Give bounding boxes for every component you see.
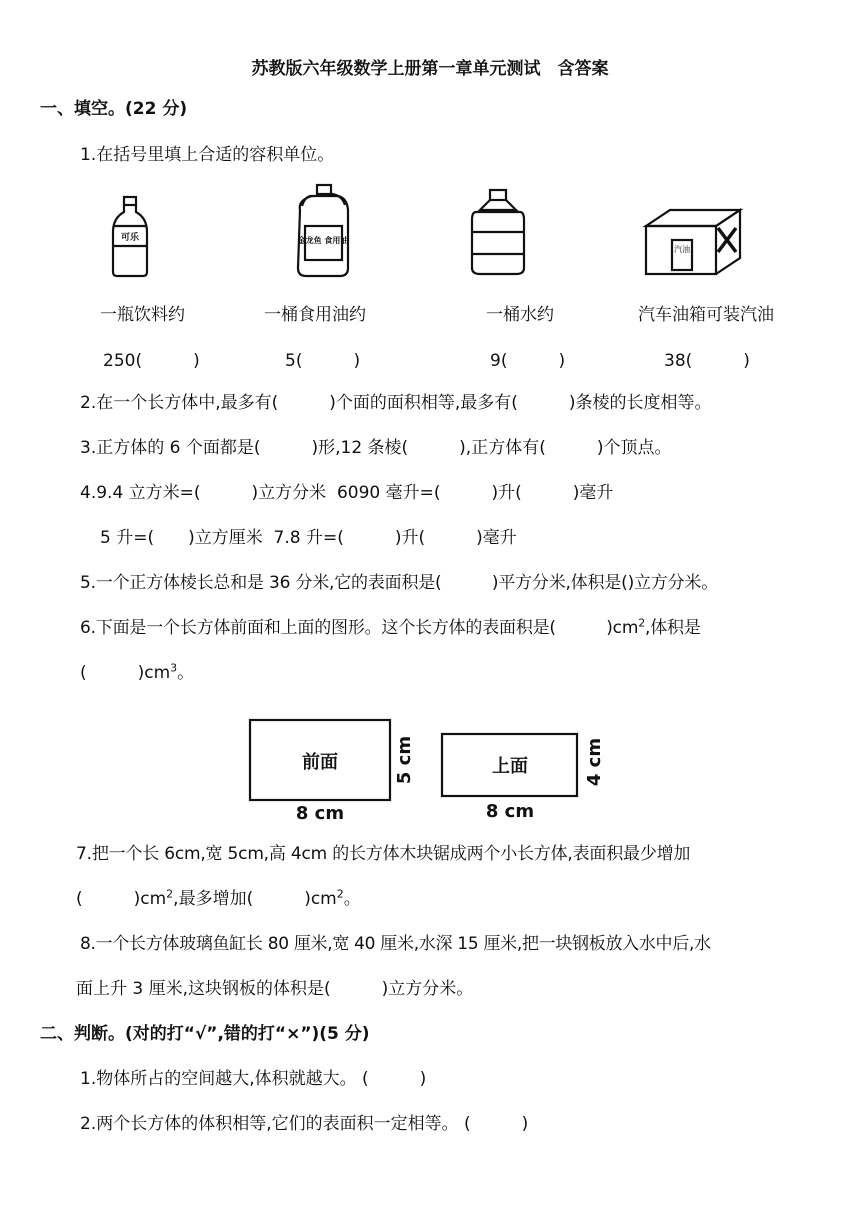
- top-height-label: 4 cm: [584, 737, 605, 787]
- water-jug-icon: [472, 190, 524, 274]
- question-6-line-1: 6.下面是一个长方体前面和上面的图形。这个长方体的表面积是( )$cm^2$,体积是: [80, 616, 701, 638]
- section-1-heading: 一、填空。(22 分): [40, 99, 188, 119]
- question-8-line-1: 8.一个长方体玻璃鱼缸长 80 厘米,宽 40 厘米,水深 15 厘米,把一块钢板放入水中后,水: [80, 934, 711, 954]
- item-drink-label: 一瓶饮料约: [100, 305, 185, 325]
- question-7-line-1: 7.把一个长 6cm,宽 5cm,高 4cm 的长方体木块锯成两个小长方体,表面积最少增加: [76, 844, 691, 864]
- item-oil-label: 一桶食用油约: [264, 305, 366, 325]
- top-face-label: 上面: [492, 756, 528, 777]
- fuel-tank-icon: [646, 210, 740, 274]
- drink-bottle-icon: [113, 197, 147, 276]
- top-face-figure: [442, 734, 605, 822]
- front-face-label: 前面: [302, 752, 338, 773]
- fuel-tank-label: 汽油: [674, 245, 690, 254]
- oil-jug-icon: [298, 185, 349, 276]
- question-1-text: 1.在括号里填上合适的容积单位。: [80, 145, 335, 165]
- front-height-label: 5 cm: [394, 735, 415, 785]
- item-oil-blank: 5( ): [285, 351, 361, 371]
- section-2-heading: 二、判断。(对的打“√”,错的打“×”)(5 分): [40, 1024, 370, 1044]
- front-face-figure: [250, 720, 415, 824]
- judgement-1: 1.物体所占的空间越大,体积就越大。 ( ): [80, 1069, 427, 1089]
- question-4-line-1: 4.9.4 立方米=( )立方分米 6090 毫升=( )升( )毫升: [80, 483, 614, 503]
- question-8-line-2: 面上升 3 厘米,这块钢板的体积是( )立方分米。: [76, 979, 474, 999]
- judgement-2: 2.两个长方体的体积相等,它们的表面积一定相等。 ( ): [80, 1114, 529, 1134]
- top-width-label: 8 cm: [485, 801, 535, 822]
- question-5: 5.一个正方体棱长总和是 36 分米,它的表面积是( )平方分米,体积是()立方分米。: [80, 573, 718, 593]
- question-4-line-2: 5 升=( )立方厘米 7.8 升=( )升( )毫升: [100, 528, 517, 548]
- page-title: 苏教版六年级数学上册第一章单元测试 含答案: [251, 59, 609, 79]
- question-6-line-2: ( )$cm^3$。: [80, 661, 195, 683]
- item-drink-blank: 250( ): [103, 351, 200, 371]
- question-7-line-2: ( )$cm^2$,最多增加( )$cm^2$。: [76, 887, 361, 909]
- oil-jug-label: 金龙鱼 食用油: [297, 236, 349, 245]
- item-fuel-blank: 38( ): [664, 351, 750, 371]
- front-width-label: 8 cm: [295, 803, 345, 824]
- question-2: 2.在一个长方体中,最多有( )个面的面积相等,最多有( )条棱的长度相等。: [80, 393, 712, 413]
- item-fuel-label: 汽车油箱可装汽油: [638, 305, 774, 325]
- item-water-blank: 9( ): [490, 351, 566, 371]
- item-water-label: 一桶水约: [486, 305, 554, 325]
- bottle-label: 可乐: [120, 233, 140, 243]
- question-3: 3.正方体的 6 个面都是( )形,12 条棱( ),正方体有( )个顶点。: [80, 438, 672, 458]
